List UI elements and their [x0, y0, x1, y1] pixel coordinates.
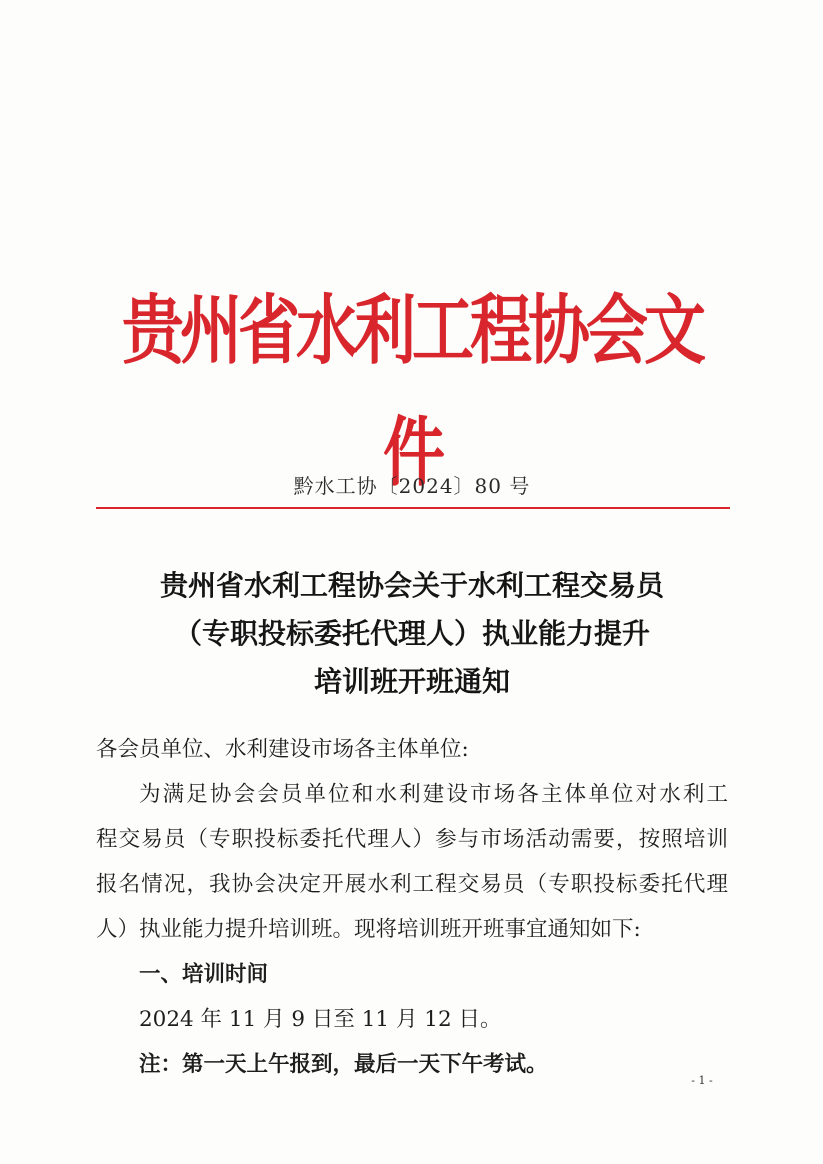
notice-title: [96, 562, 728, 706]
red-divider-line: [96, 507, 730, 509]
training-note: 注：第一天上午报到，最后一天下午考试。: [139, 1052, 548, 1077]
notice-title-line-1: 贵州省水利工程协会关于水利工程交易员: [159, 569, 664, 602]
salutation: 各会员单位、水利建设市场各主体单位:: [96, 737, 469, 762]
paragraph-line: 报名情况，我协会决定开展水利工程交易员（专职投标委托代理: [96, 872, 728, 897]
org-masthead-title: 贵州省水利工程协会文件: [121, 285, 702, 497]
notice-title-line-2: （专职投标委托代理人）执业能力提升: [173, 617, 650, 650]
page-number: - 1 -: [691, 1074, 713, 1087]
notice-body: [96, 727, 728, 1087]
document-number: 黔水工协〔2024〕80 号: [293, 474, 531, 498]
section-heading-training-time: 一、培训时间: [139, 962, 269, 987]
notice-title-line-3: 培训班开班通知: [313, 665, 510, 698]
paragraph-line: 人）执业能力提升培训班。现将培训班开班事宜通知如下:: [96, 917, 641, 942]
paragraph-line: 程交易员（专职投标委托代理人）参与市场活动需要，按照培训: [96, 827, 728, 852]
paragraph-line: 为满足协会会员单位和水利建设市场各主体单位对水利工: [139, 782, 728, 807]
training-date: 2024 年 11 月 9 日至 11 月 12 日。: [139, 1007, 502, 1032]
